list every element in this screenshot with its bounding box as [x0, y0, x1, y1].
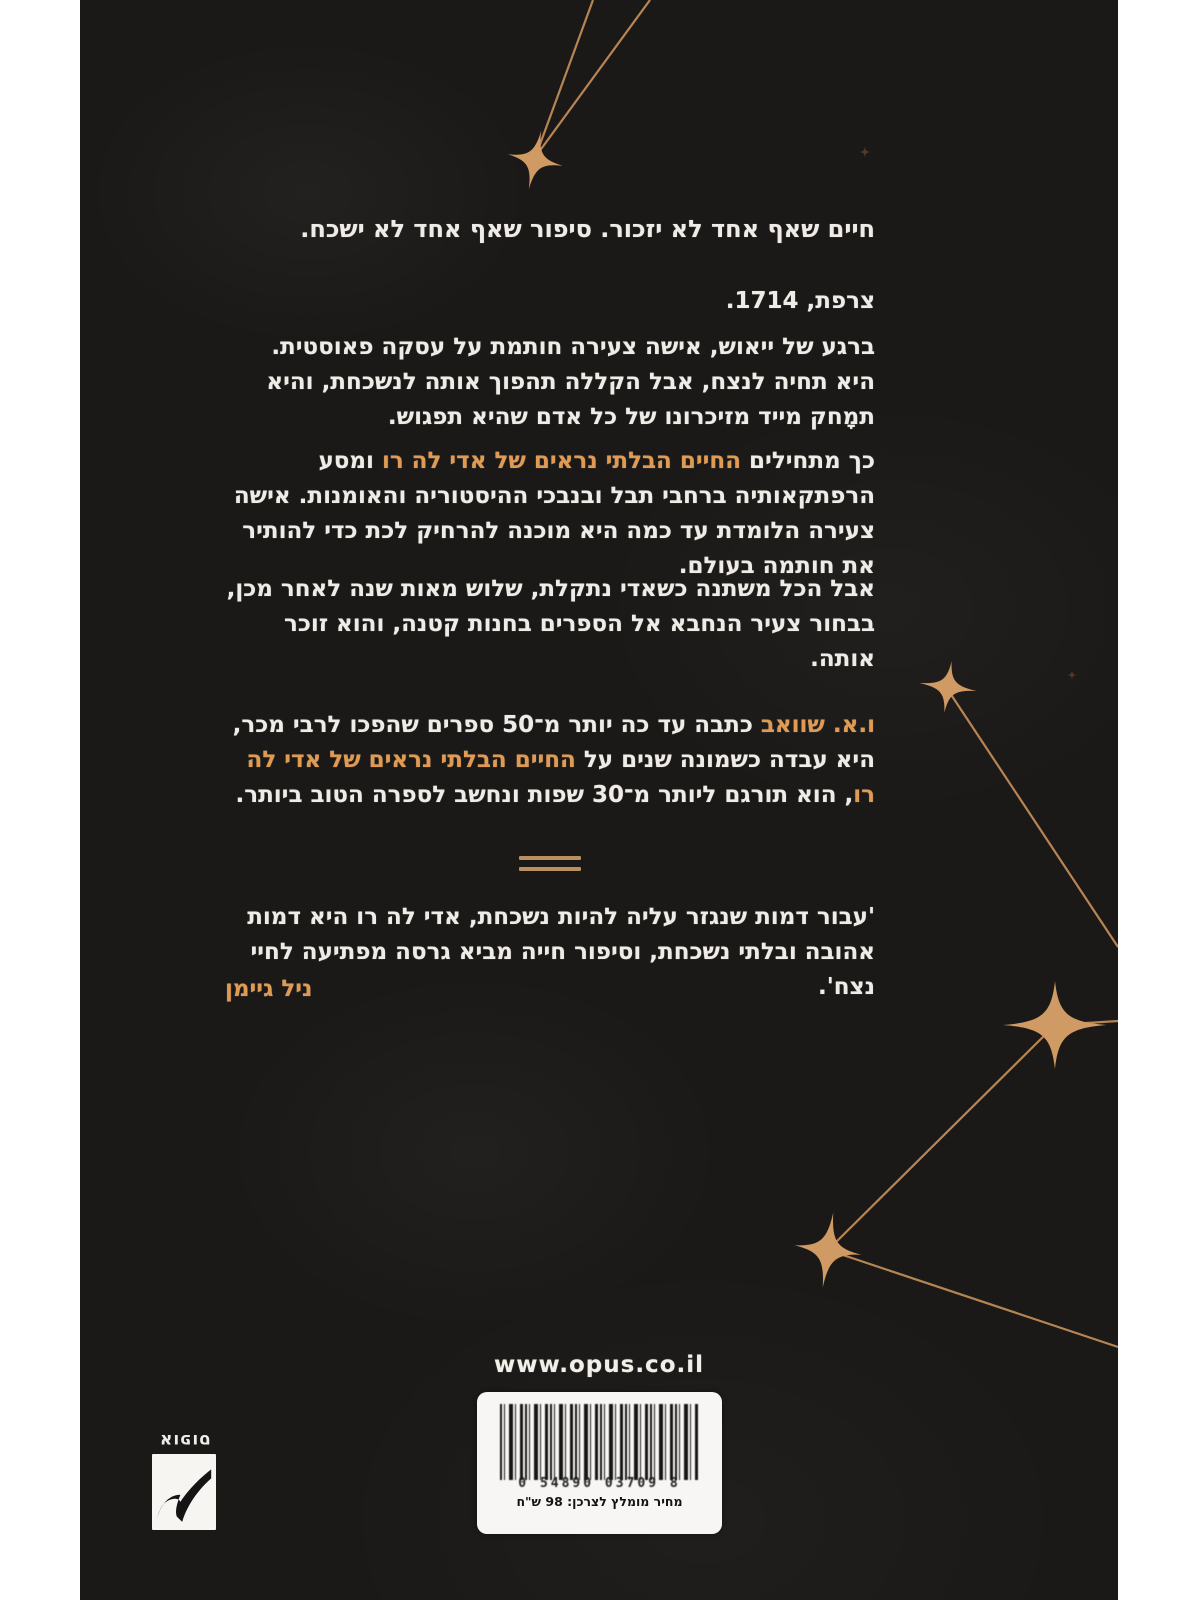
quote-attribution: ניל גיימן: [225, 976, 313, 1002]
publisher-name: אופוס: [159, 1430, 211, 1450]
price-label: מחיר מומלץ לצרכן: 98 ש"ח: [516, 1494, 683, 1509]
section-divider: [519, 856, 581, 878]
barcode-digits: 0 54890 03709 8: [518, 1476, 681, 1491]
tagline: חיים שאף אחד לא יזכור. סיפור שאף אחד לא ישכח.: [300, 215, 875, 243]
star-icon: [916, 657, 981, 717]
cover-background: [80, 0, 1118, 1600]
faint-star-icon: [1067, 670, 1077, 680]
divider-line: [519, 867, 581, 871]
dateline: צרפת, 1714.: [725, 288, 875, 314]
publisher-website-url: www.opus.co.il: [493, 1352, 705, 1378]
review-quote: 'עבור דמות שנגזר עליה להיות נשכחת, אדי לה רו היא דמות אהובה ובלתי נשכחת, וסיפור חייה מביא גרסה מפתיעה לחיי נצח'.: [247, 904, 875, 1000]
star-icon: [1003, 981, 1107, 1069]
book-title-highlight: החיים הבלתי נראים של אדי לה רו: [381, 448, 742, 474]
synopsis-2-text-cont: ומסע הרפתקאותיה ברחבי תבל ובנבכי ההיסטוריה והאומנות. אישה צעירה הלומדת עד כמה היא מוכנה להרחיק לכת כדי להותיר את חותמה בעולם.: [233, 448, 875, 579]
publisher-logo: [152, 1430, 218, 1530]
author-bio-paragraph: [225, 708, 875, 813]
bird-icon: [155, 1458, 213, 1526]
synopsis-paragraph-2: [225, 444, 875, 584]
divider-line: [519, 856, 581, 860]
synopsis-paragraph-3: אבל הכל משתנה כשאדי נתקלת, שלוש מאות שנה לאחר מכן, בבחור צעיר הנחבא אל הספרים בחנות קטנה, והוא זוכר אותה.: [226, 576, 875, 672]
synopsis-paragraph-1: ברגע של ייאוש, אישה צעירה חותמת על עסקה פאוסטית. היא תחיה לנצח, אבל הקללה תהפוך אותה לנשכחת, והיא תמָחק מייד מזיכרונו של כל אדם שהיא תפגוש.: [266, 334, 875, 430]
book-title-highlight: החיים הבלתי נראים של אדי לה רו: [246, 747, 875, 808]
barcode-icon: [500, 1404, 700, 1480]
author-bio-text-cont: , הוא תורגם ליותר מ־30 שפות ונחשב לספרה הטוב ביותר.: [235, 782, 854, 808]
publisher-bird-mark: [152, 1454, 216, 1530]
author-bio-text: כתבה עד כה יותר מ־50 ספרים שהפכו לרבי מכר, היא עבדה כשמונה שנים על: [232, 712, 875, 773]
star-icon: [789, 1208, 867, 1293]
star-icon: [501, 125, 568, 195]
faint-star-icon: [859, 146, 871, 158]
barcode-label: [477, 1392, 722, 1534]
author-name: ו.א. שוואב: [760, 712, 875, 738]
synopsis-2-text: כך מתחילים: [741, 448, 875, 474]
